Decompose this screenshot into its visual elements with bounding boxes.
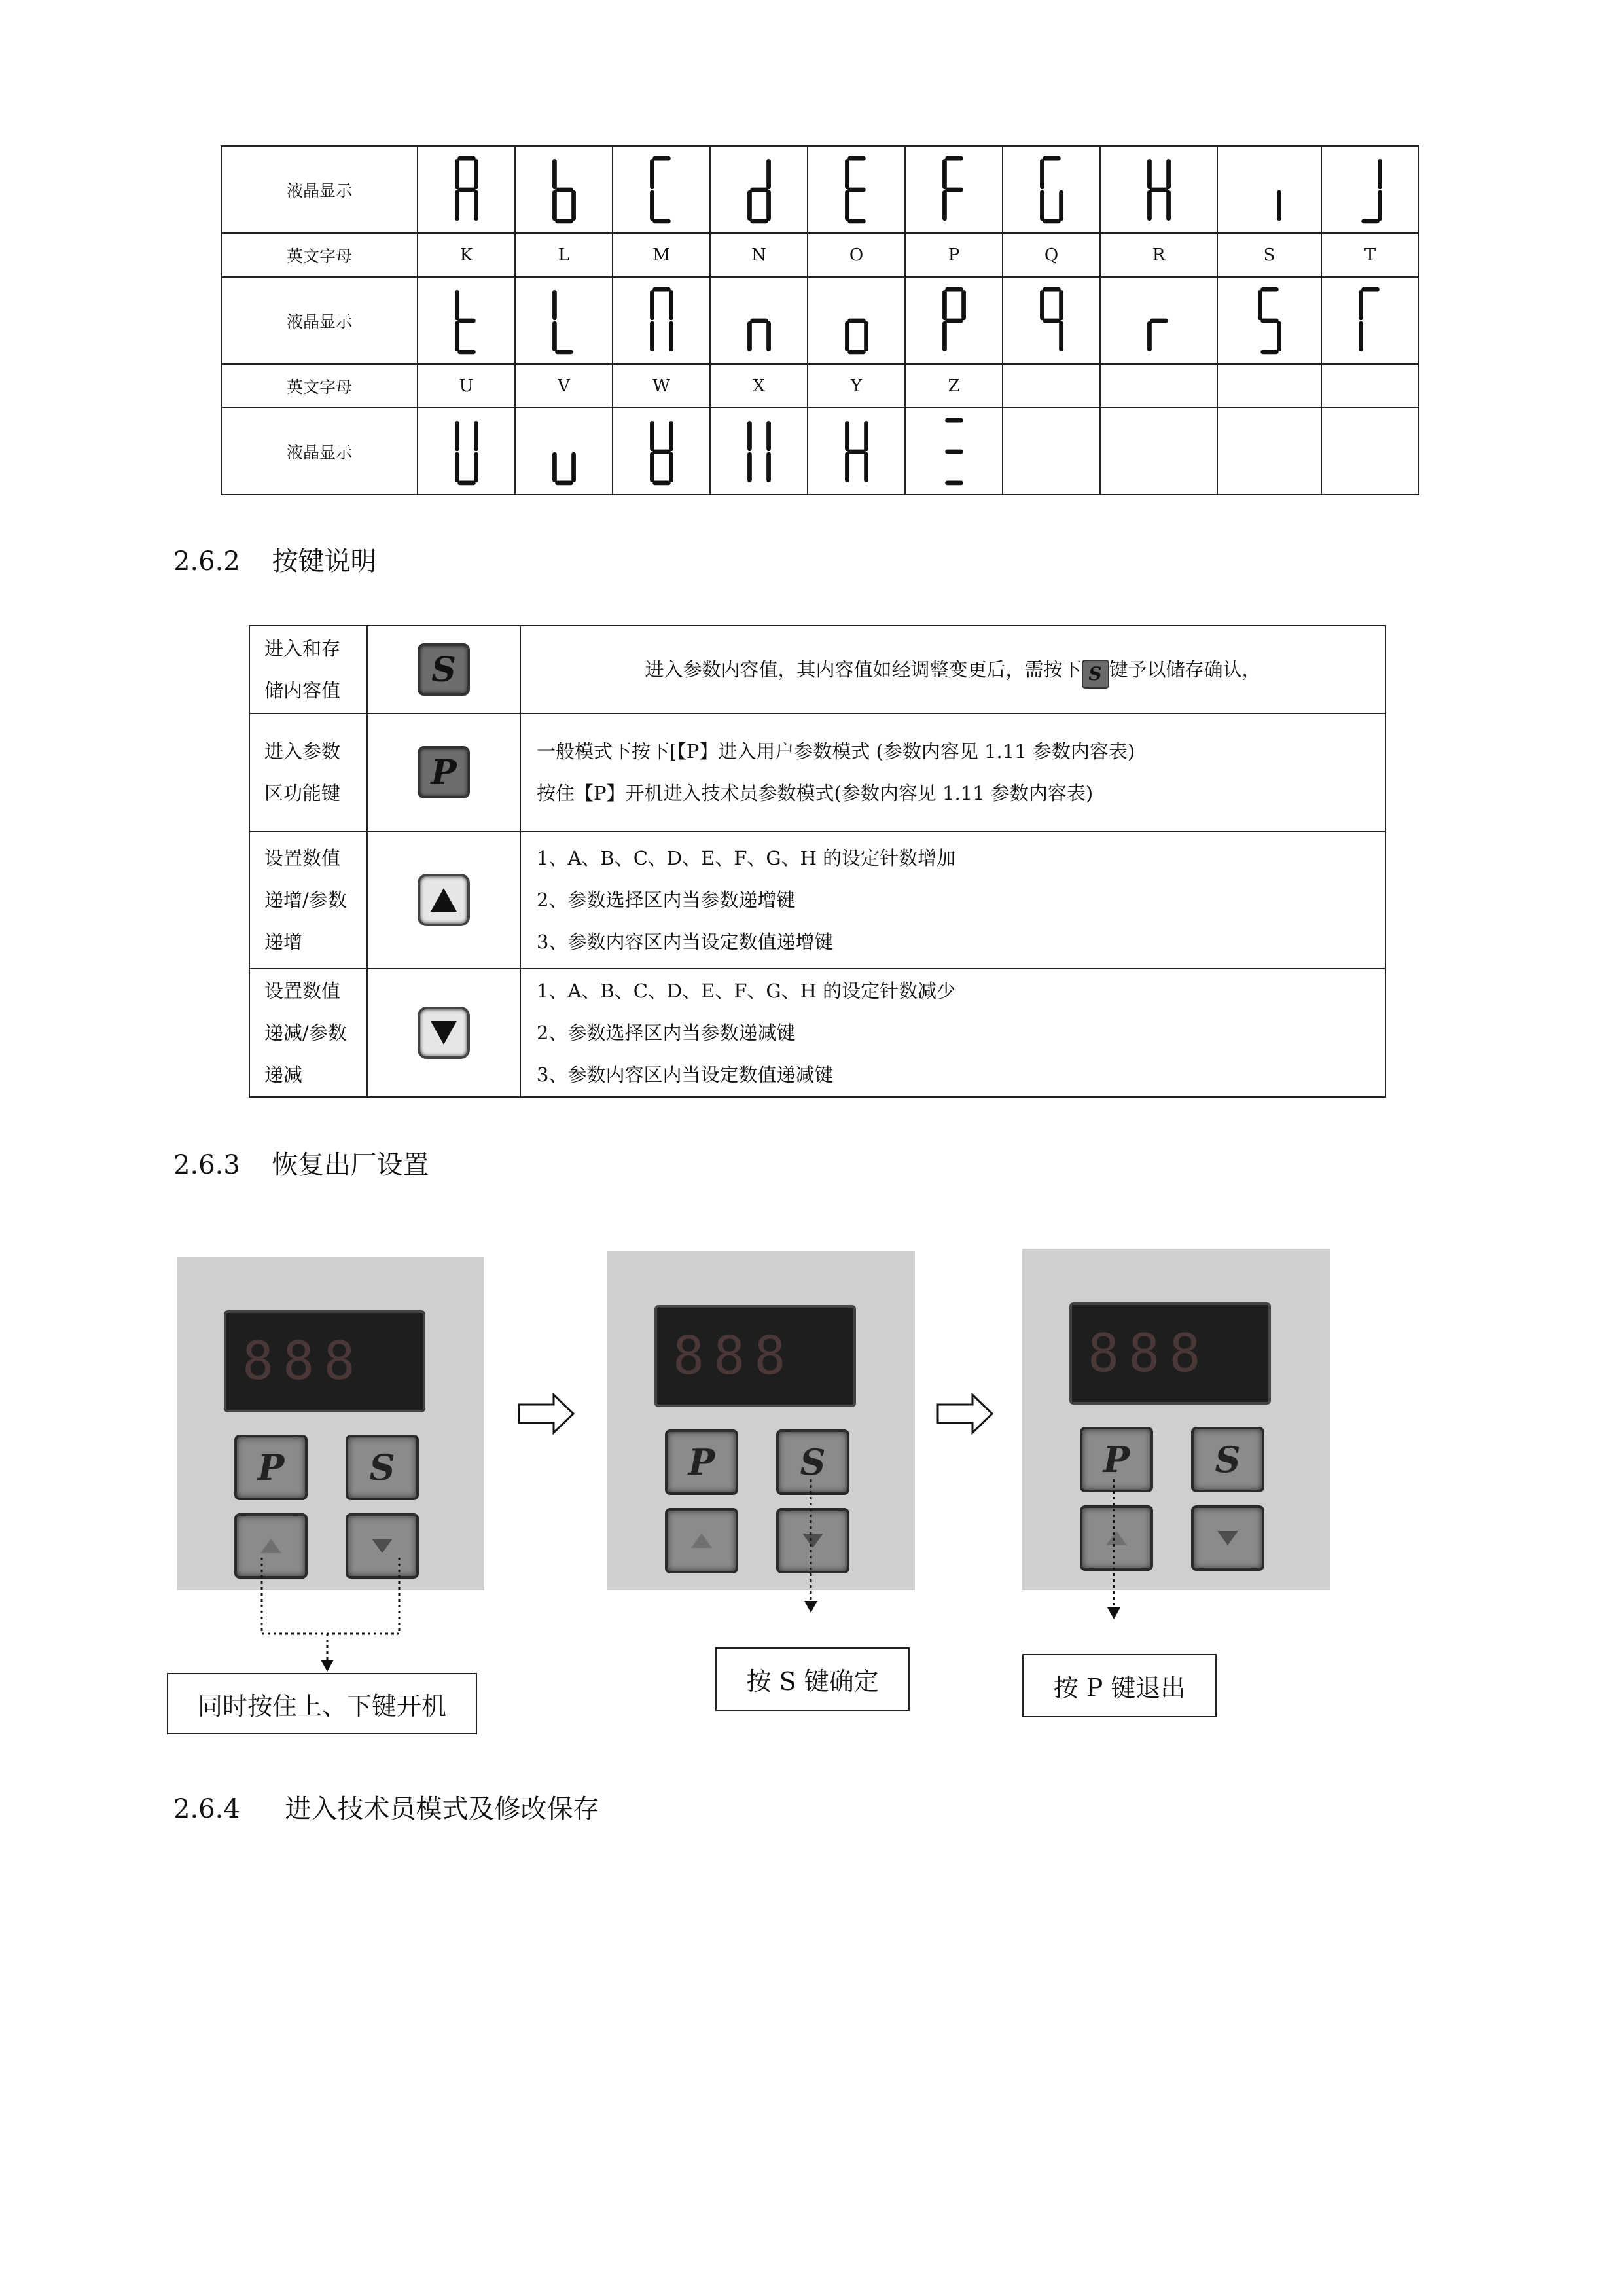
caption-step-1: 同时按住上、下键开机	[167, 1673, 477, 1734]
letter-cell: Z	[905, 364, 1003, 408]
s-button: S	[776, 1429, 849, 1495]
key-description: 进入参数内容值，其内容值如经调整变更后，需按下 S 键予以储存确认，	[520, 626, 1385, 713]
p-button: P	[665, 1429, 738, 1495]
letter-cell: M	[613, 233, 710, 277]
p-button: P	[234, 1435, 308, 1500]
led-display: 888	[654, 1305, 856, 1407]
caption-step-3: 按 P 键退出	[1022, 1654, 1217, 1717]
key-name: 进入和存 储内容值	[249, 626, 367, 713]
section-title: 按键说明	[272, 547, 377, 577]
letter-cell: L	[515, 233, 613, 277]
section-number: 2.6.2	[173, 547, 240, 577]
section-title: 进入技术员模式及修改保存	[285, 1794, 599, 1824]
section-title: 恢复出厂设置	[272, 1150, 429, 1180]
letter-cell: N	[710, 233, 808, 277]
letter-cell: P	[905, 233, 1003, 277]
letter-cell: R	[1100, 233, 1217, 277]
letter-cell: Q	[1003, 233, 1100, 277]
letter-cell: X	[710, 364, 808, 408]
letter-cell: O	[808, 233, 905, 277]
letter-cell: T	[1321, 233, 1419, 277]
s-key-icon: S	[418, 643, 470, 696]
key-description: 一般模式下按下[【P】进入用户参数模式 (参数内容见 1.11 参数内容表) 按住【P】开机进入技术员参数模式(参数内容见 1.11 参数内容表)	[520, 713, 1385, 831]
section-number: 2.6.4	[173, 1794, 240, 1824]
letter-cell: V	[515, 364, 613, 408]
row-label: 液晶显示	[221, 408, 418, 495]
letter-cell: W	[613, 364, 710, 408]
section-number: 2.6.3	[173, 1150, 240, 1180]
letter-cell: K	[418, 233, 515, 277]
p-key-icon: P	[418, 746, 470, 798]
letter-cell: Y	[808, 364, 905, 408]
key-description: 1、A、B、C、D、E、F、G、H 的设定针数增加 2、参数选择区内当参数递增键 3、参数内容区内当设定数值递增键	[520, 831, 1385, 969]
led-display: 888	[224, 1310, 425, 1412]
led-display: 888	[1069, 1302, 1271, 1405]
key-name: 设置数值 递减/参数 递减	[249, 969, 367, 1097]
key-description: 1、A、B、C、D、E、F、G、H 的设定针数减少 2、参数选择区内当参数递减键 3、参数内容区内当设定数值递减键	[520, 969, 1385, 1097]
letter-cell: U	[418, 364, 515, 408]
s-key-icon: S	[1082, 660, 1109, 689]
row-label: 英文字母	[221, 233, 418, 277]
key-name: 进入参数 区功能键	[249, 713, 367, 831]
key-name: 设置数值 递增/参数 递增	[249, 831, 367, 969]
section-heading-264	[173, 1788, 599, 1825]
s-button: S	[346, 1435, 419, 1500]
row-label: 液晶显示	[221, 277, 418, 364]
p-button: P	[1080, 1427, 1153, 1492]
caption-step-2: 按 S 键确定	[715, 1647, 910, 1711]
row-label: 液晶显示	[221, 146, 418, 233]
letter-cell: S	[1217, 233, 1321, 277]
row-label: 英文字母	[221, 364, 418, 408]
s-button: S	[1191, 1427, 1264, 1492]
